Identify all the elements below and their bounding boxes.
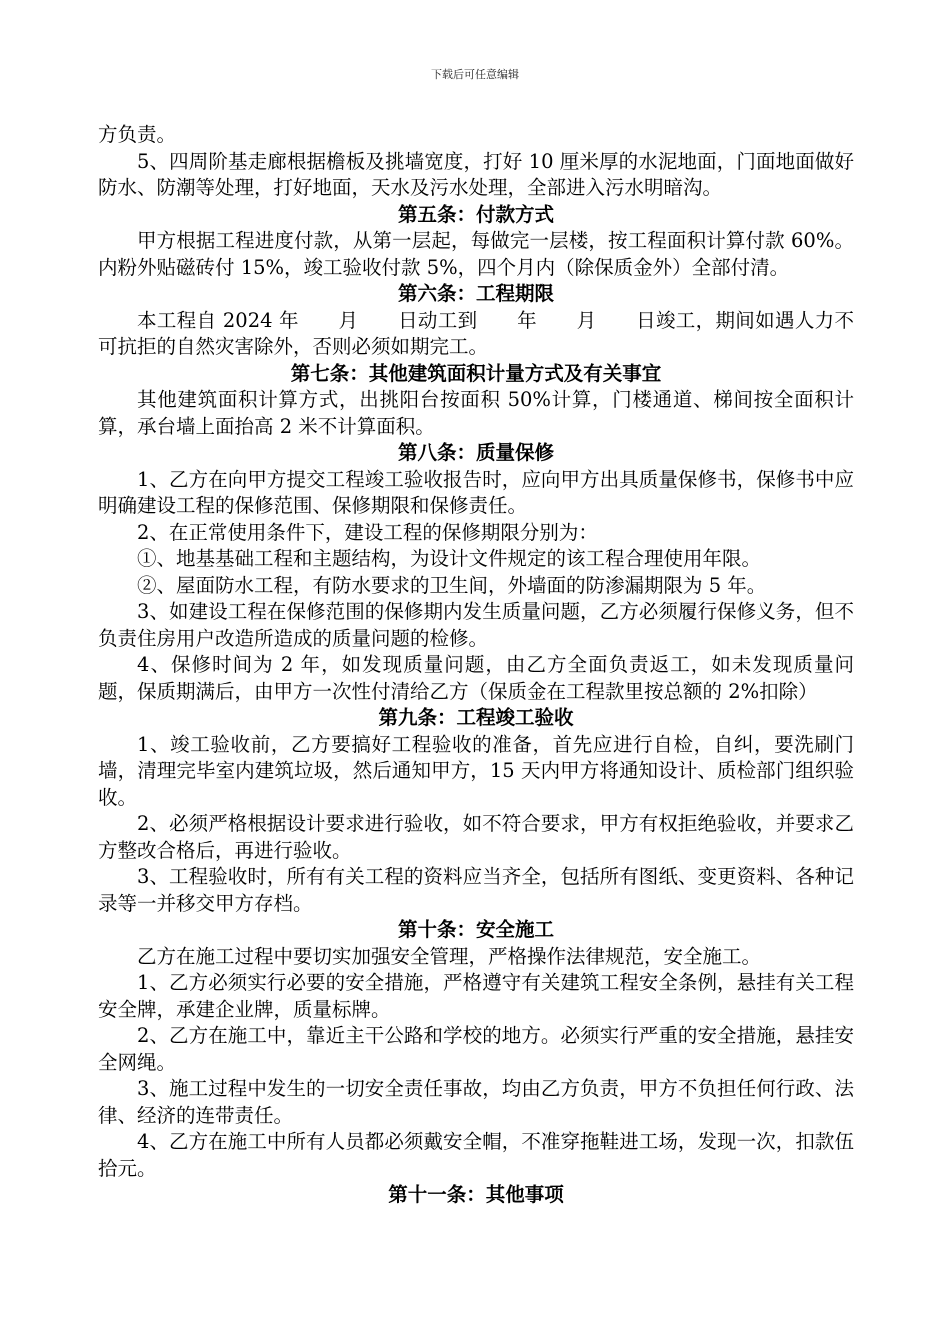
section-heading: 第九条：工程竣工验收 [378,706,574,729]
paragraph: 本工程自 2024 年 月 日动工到 年 月 日竣工，期间如遇人力不可抗拒的自然灾害除外，否则必须如期完工。 [98,308,854,358]
paragraph: 3、工程验收时，所有有关工程的资料应当齐全，包括所有图纸、变更资料、各种记录等一并移交甲方存档。 [98,865,854,915]
paragraph: 1、竣工验收前，乙方要搞好工程验收的准备，首先应进行自检，自纠，要洗刷门墙，清理完毕室内建筑垃圾，然后通知甲方，15 天内甲方将通知设计、质检部门组织验收。 [98,732,854,809]
paragraph: 4、乙方在施工中所有人员都必须戴安全帽，不准穿拖鞋进工场，发现一次，扣款伍拾元。 [98,1130,854,1180]
paragraph: 2、必须严格根据设计要求进行验收，如不符合要求，甲方有权拒绝验收，并要求乙方整改合格后，再进行验收。 [98,812,854,862]
paragraph: 2、在正常使用条件下，建设工程的保修期限分别为： [137,520,598,544]
paragraph: 其他建筑面积计算方式，出挑阳台按面积 50%计算，门楼通道、梯间按全面积计算，承台墙上面抬高 2 米不计算面积。 [98,388,854,438]
section-heading: 第八条：质量保修 [397,441,554,464]
paragraph: 5、四周阶基走廊根据檐板及挑墙宽度，打好 10 厘米厚的水泥地面，门面地面做好防水、防潮等处理，打好地面，天水及污水处理，全部进入污水明暗沟。 [98,149,854,199]
section-heading: 第十一条：其他事项 [388,1183,564,1206]
section-heading: 第五条：付款方式 [397,202,554,226]
paragraph: 方负责。 [98,123,177,146]
document-body [98,122,854,1209]
paragraph: 3、如建设工程在保修范围的保修期内发生质量问题，乙方必须履行保修义务，但不负责住房用户改造所造成的质量问题的检修。 [98,600,854,650]
paragraph: 4、保修时间为 2 年，如发现质量问题，由乙方全面负责返工，如未发现质量问题，保质期满后，由甲方一次性付清给乙方（保质金在工程款里按总额的 2%扣除） [98,653,854,703]
paragraph: ①、地基基础工程和主题结构，为设计文件规定的该工程合理使用年限。 [137,547,762,570]
section-heading: 第十条：安全施工 [397,918,554,941]
paragraph: ②、屋面防水工程，有防水要求的卫生间，外墙面的防渗漏期限为 5 年。 [137,573,767,597]
paragraph: 乙方在施工过程中要切实加强安全管理，严格操作法律规范，安全施工。 [137,944,762,968]
paragraph: 甲方根据工程进度付款，从第一层起，每做完一层楼，按工程面积计算付款 60%。内粉外贴磁砖付 15%，竣工验收付款 5%，四个月内（除保质金外）全部付清。 [98,229,854,279]
paragraph: 1、乙方在向甲方提交工程竣工验收报告时，应向甲方出具质量保修书，保修书中应明确建设工程的保修范围、保修期限和保修责任。 [98,467,854,517]
paragraph: 1、乙方必须实行必要的安全措施，严格遵守有关建筑工程安全条例，悬挂有关工程安全牌，承建企业牌，质量标牌。 [98,971,854,1021]
page-header: 下载后可任意编辑 [431,68,519,81]
section-heading: 第七条：其他建筑面积计量方式及有关事宜 [290,361,662,385]
section-heading: 第六条：工程期限 [397,282,554,305]
paragraph: 2、乙方在施工中，靠近主干公路和学校的地方。必须实行严重的安全措施，悬挂安全网绳。 [98,1024,854,1074]
paragraph: 3、施工过程中发生的一切安全责任事故，均由乙方负责，甲方不负担任何行政、法律、经济的连带责任。 [98,1077,854,1127]
